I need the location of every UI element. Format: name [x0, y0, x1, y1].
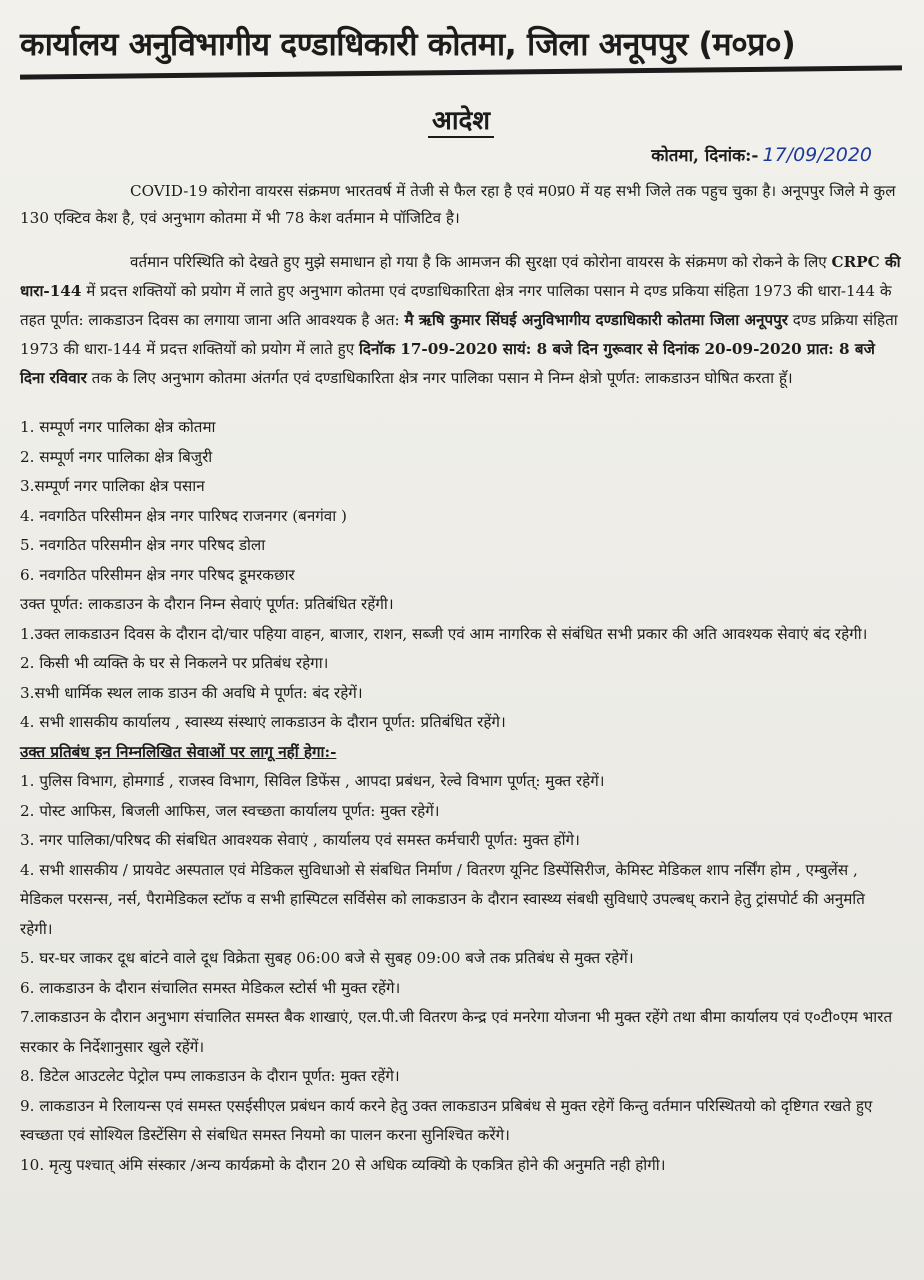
- title-underline: [20, 65, 902, 79]
- list-item: 3.सम्पूर्ण नगर पालिका क्षेत्र पसान: [20, 477, 205, 495]
- list-item: 10. मृत्यु पश्चात् अंमि संस्कार /अन्य कार्यक्रमो के दौरान 20 से अधिक व्यक्यिो के एकत्रित होने की अनुमति नही होगी।: [20, 1155, 666, 1174]
- office-title: कार्यालय अनुविभागीय दण्डाधिकारी कोतमा, जिला अनूपपुर (म०प्र०): [20, 25, 796, 63]
- restricted-services-list: [20, 620, 902, 738]
- list-item: 5. नवगठित परिसमीन क्षेत्र नगर परिषद डोला: [20, 536, 266, 554]
- para2-part-g: तक के लिए अनुभाग कोतमा अंतर्गत एवं दण्डाधिकारिता क्षेत्र नगर पालिका पसान मे निम्न क्षेत्रो पूर्णत: लाकडाउन घोषित करता हूॅ।: [86, 369, 793, 387]
- list-item: 1. सम्पूर्ण नगर पालिका क्षेत्र कोतमा: [20, 418, 216, 436]
- list-item: 3.सभी धार्मिक स्थल लाक डाउन की अवधि मे पूर्णत: बंद रहेगें।: [20, 683, 363, 702]
- exempt-heading: उक्त प्रतिबंध इन निम्नलिखित सेवाओं पर लागू नहीं हेगा:-: [20, 742, 337, 761]
- place-date-label: कोतमा, दिनांक:-: [651, 146, 759, 166]
- exempt-services-list: [20, 767, 902, 1180]
- para2-period: दिनॉक 17-09-2020 सायं: 8 बजे दिन गुरूवार से दिनांक 20-09-2020 प्रात: 8 बजे दिना रविवार: [20, 340, 875, 387]
- list-item: 9. लाकडाउन मे रिलायन्स एवं समस्त एसईसीएल प्रबंधन कार्य करने हेतु उक्त लाकडाउन प्रबिबंध से मुक्त रहेगें किन्तु वर्तमान परिस्थितयो को दृष्टिगत रखते हुए स्वच्छता एवं सोश्यिल डिस्टेंसिग से संबधित समस्त नियमो का पालन करना सुनिश्चित करेंगे।: [20, 1096, 873, 1144]
- para2-part-e: दण्ड प्रक्रिया संहिता 1973 की धारा-144 में प्रदत्त शक्तियों को प्रयोग में लाते हुए: [20, 311, 898, 358]
- list-item: 4. नवगठित परिसीमन क्षेत्र नगर पारिषद राजनगर (बनगंवा ): [20, 506, 347, 525]
- list-item: 7.लाकडाउन के दौरान अनुभाग संचालित समस्त बैक शाखाएं, एल.पी.जी वितरण केन्द्र एवं मनरेगा योजना भी मुक्त रहेंगे तथा बीमा कार्यालय एवं ए०टी०एम भारत सरकार के निर्देशानुसार खुले रहेंगें।: [20, 1008, 893, 1056]
- list-item: 2. पोस्ट आफिस, बिजली आफिस, जल स्वच्छता कार्यालय पूर्णत: मुक्त रहेगें।: [20, 801, 440, 820]
- order-title: [20, 101, 902, 137]
- list-item: 6. नवगठित परिसीमन क्षेत्र नगर परिषद डूमरकछार: [20, 565, 295, 584]
- para2-part-a: वर्तमान परिस्थिति को देखते हुए मुझे समाधान हो गया है कि आमजन की सुरक्षा एवं कोरोना वायरस के संक्रमण को रोकने के लिए: [130, 253, 832, 271]
- para2-officer: मै ऋषि कुमार सिंघई अनुविभागीय दण्डाधिकारी कोतमा जिला अनूपपुर: [404, 311, 788, 329]
- lockdown-areas-list: [20, 413, 902, 590]
- order-title-text: आदेश: [428, 106, 494, 138]
- list-item: 8. डिटेल आउटलेट पेट्रोल पम्प लाकडाउन के दौरान पूर्णत: मुक्त रहेंगे।: [20, 1067, 400, 1085]
- list-item: 4. सभी शासकीय / प्रायवेट अस्पताल एवं मेडिकल सुविधाओ से संबधित निर्माण / वितरण यूनिट डिस्पेंसिरीज, केमिस्ट मेडिकल शाप नर्सिंग होम , एम्बुलेंस , मेडिकल परसन्स, नर्स, पैरामेडिकल स्टॉफ व सभी हास्पिटल सर्विसेस को लाकडाउन के दौरान स्वास्थ्य संबधी सुविधाऐ उपल्बध् कराने हेतु ट्रांसपोर्ट की अनुमति रहेगी।: [20, 860, 865, 938]
- place-date: [20, 143, 902, 166]
- list-item: 6. लाकडाउन के दौरान संचालित समस्त मेडिकल स्टोर्स भी मुक्त रहेंगे।: [20, 978, 401, 997]
- paragraph-order: [20, 248, 902, 393]
- list-item: 1. पुलिस विभाग, होमगार्ड , राजस्व विभाग, सिविल डिफेंस , आपदा प्रबंधन, रेल्वे विभाग पूर्णत्: मुक्त रहेगें।: [20, 772, 605, 790]
- list-item: 4. सभी शासकीय कार्यालय , स्वास्थ्य संस्थाएं लाकडाउन के दौरान पूर्णत: प्रतिबंधित रहेंगे।: [20, 713, 506, 731]
- restricted-intro: उक्त पूर्णत: लाकडाउन के दौरान निम्न सेवाएं पूर्णत: प्रतिबंधित रहेंगी।: [20, 595, 394, 613]
- para2-crpc: CRPC की धारा-144: [20, 253, 901, 300]
- list-item: 5. घर-घर जाकर दूध बांटने वाले दूध विक्रेता सुबह 06:00 बजे से सुबह 09:00 बजे तक प्रतिबंध से मुक्त रहेगें।: [20, 949, 634, 967]
- list-item: 1.उक्त लाकडाउन दिवस के दौरान दो/चार पहिया वाहन, बाजार, राशन, सब्जी एवं आम नागरिक से संबंधित सभी प्रकार की अति आवश्यक सेवाएं बंद रहेगी।: [20, 624, 868, 643]
- list-item: 2. किसी भी व्यक्ति के घर से निकलने पर प्रतिबंध रहेगा।: [20, 654, 329, 672]
- list-item: 3. नगर पालिका/परिषद की संबधित आवश्यक सेवाएं , कार्यालय एवं समस्त कर्मचारी पूर्णत: मुक्त होंगे।: [20, 831, 580, 849]
- list-item: 2. सम्पूर्ण नगर पालिका क्षेत्र बिजुरी: [20, 447, 213, 466]
- para2-part-c: में प्रदत्त शक्तियों को प्रयोग में लाते हुए अनुभाग कोतमा एवं दण्डाधिकारिता क्षेत्र नगर पालिका पसान मे दण्ड प्रकिया संहिता 1973 की धारा-144 के तहत पूर्णत: लाकडाउन दिवस का लगाया जाना अति आवश्यक है अत:: [20, 282, 892, 329]
- paragraph-covid-status: COVID-19 कोरोना वायरस संक्रमण भारतवर्ष में तेजी से फैल रहा है एवं म0प्र0 में यह सभी जिले तक पहुच चुका है। अनूपपुर जिले मे कुल 130 एक्टिव केश है, एवं अनुभाग कोतमा में भी 78 केश वर्तमान मे पॉजिटिव है।: [20, 182, 896, 227]
- handwritten-date: 17/09/2020: [762, 144, 872, 166]
